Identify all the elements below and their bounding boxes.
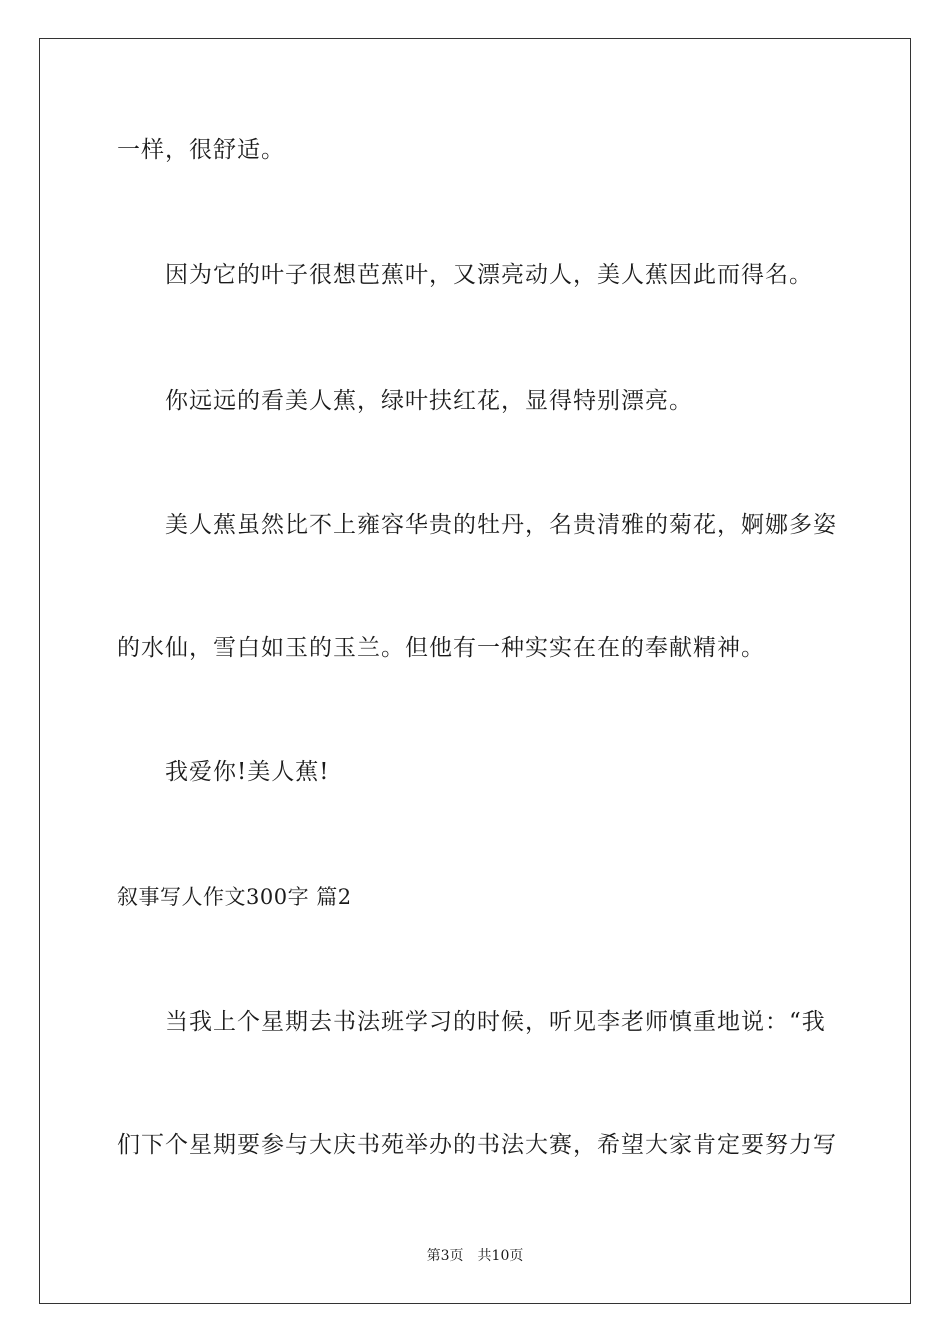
page-total: 共10页	[477, 1248, 524, 1264]
text-line-7: 当我上个星期去书法班学习的时候，听见李老师慎重地说：“我	[165, 1009, 826, 1035]
text-line-8: 们下个星期要参与大庆书苑举办的书法大赛，希望大家肯定要努力写	[117, 1132, 837, 1158]
text-line-6: 我爱你!美人蕉!	[165, 759, 330, 785]
section-heading: 叙事写人作文300字 篇2	[117, 885, 352, 909]
page-footer	[0, 1247, 950, 1265]
text-line-3: 你远远的看美人蕉，绿叶扶红花，显得特别漂亮。	[165, 388, 693, 414]
page-number: 第3页	[426, 1248, 464, 1264]
text-line-1: 一样，很舒适。	[117, 137, 285, 163]
text-line-4: 美人蕉虽然比不上雍容华贵的牡丹，名贵清雅的菊花，婀娜多姿	[165, 512, 837, 538]
page-frame	[39, 38, 911, 1304]
text-line-2: 因为它的叶子很想芭蕉叶，又漂亮动人，美人蕉因此而得名。	[165, 262, 813, 288]
text-line-5: 的水仙，雪白如玉的玉兰。但他有一种实实在在的奉献精神。	[117, 635, 765, 661]
